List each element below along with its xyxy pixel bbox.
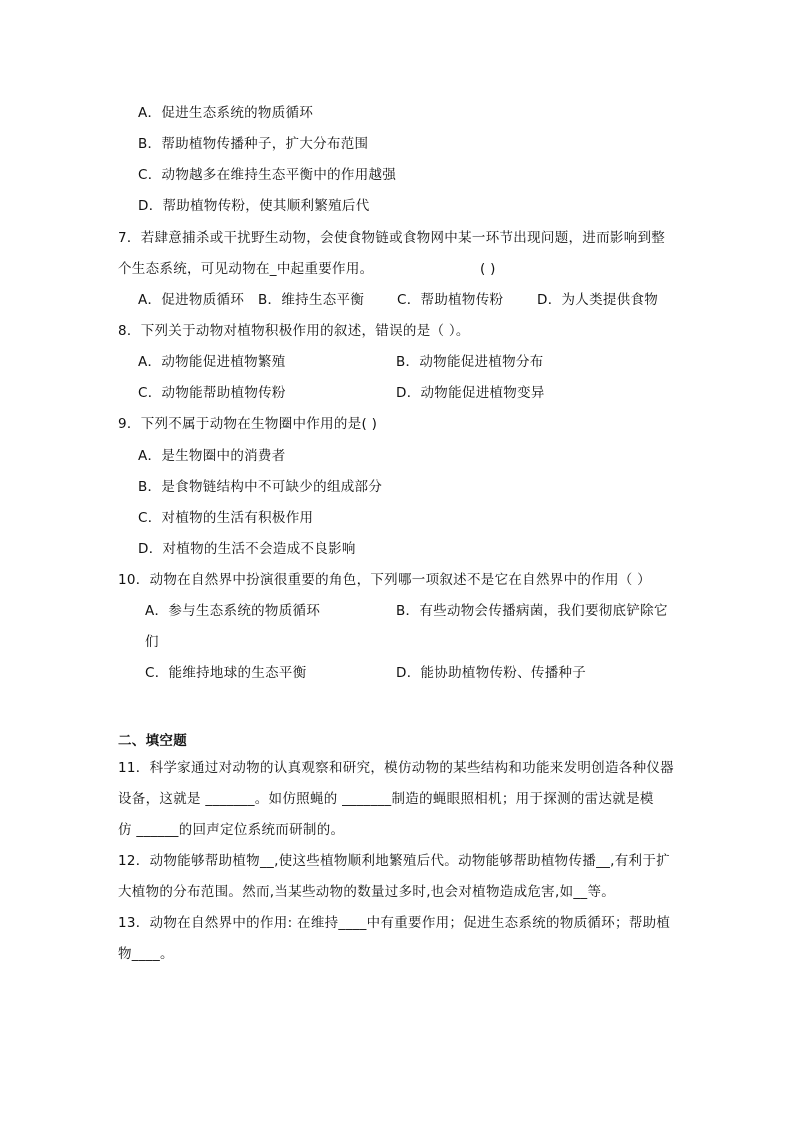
q7-answer-bracket: ( ) bbox=[480, 261, 496, 277]
q9-option-d: D．对植物的生活不会造成不良影响 bbox=[138, 541, 356, 557]
q10-option-a: A．参与生态系统的物质循环 bbox=[145, 603, 321, 619]
q10-option-b-continued: 们 bbox=[145, 634, 159, 650]
section-heading-fill-in: 二、填空题 bbox=[118, 733, 187, 749]
q11-line2: 设备，这就是 _______。如仿照蝇的 _______制造的蝇眼照相机；用于探测的雷达就是模 bbox=[118, 791, 654, 807]
q9-option-c: C．对植物的生活有积极作用 bbox=[138, 510, 314, 526]
q7-option-a: A．促进物质循环 bbox=[138, 292, 245, 308]
q12-line1: 12．动物能够帮助植物__,使这些植物顺利地繁殖后代。动物能够帮助植物传播__,有利于扩 bbox=[118, 853, 670, 869]
q13-line2: 物____。 bbox=[118, 946, 174, 962]
q6-option-a: A．促进生态系统的物质循环 bbox=[138, 105, 314, 121]
q7-option-b: B．维持生态平衡 bbox=[258, 292, 365, 308]
q8-option-b: B．动物能促进植物分布 bbox=[396, 354, 544, 370]
q11-line3: 仿 ______的回声定位系统而研制的。 bbox=[118, 822, 345, 838]
q8-option-a: A．动物能促进植物繁殖 bbox=[138, 354, 286, 370]
q10-stem: 10．动物在自然界中扮演很重要的角色，下列哪一项叙述不是它在自然界中的作用（ ） bbox=[118, 572, 651, 588]
q8-option-c: C．动物能帮助植物传粉 bbox=[138, 385, 286, 401]
q7-option-d: D．为人类提供食物 bbox=[537, 292, 659, 308]
q6-option-d: D．帮助植物传粉，使其顺利繁殖后代 bbox=[138, 198, 370, 214]
q6-option-c: C．动物越多在维持生态平衡中的作用越强 bbox=[138, 167, 397, 183]
q10-option-b: B．有些动物会传播病菌，我们要彻底铲除它 bbox=[396, 603, 668, 619]
q7-stem-line2: 个生态系统，可见动物在_中起重要作用。 bbox=[118, 261, 374, 277]
q9-stem: 9．下列不属于动物在生物圈中作用的是( ) bbox=[118, 416, 378, 432]
q10-option-c: C．能维持地球的生态平衡 bbox=[145, 665, 307, 681]
q7-stem-line1: 7．若肆意捕杀或干扰野生动物，会使食物链或食物网中某一环节出现问题，进而影响到整 bbox=[118, 230, 666, 246]
q9-option-b: B．是食物链结构中不可缺少的组成部分 bbox=[138, 479, 383, 495]
q10-option-d: D．能协助植物传粉、传播种子 bbox=[396, 665, 587, 681]
q7-option-c: C．帮助植物传粉 bbox=[397, 292, 504, 308]
q13-line1: 13．动物在自然界中的作用: 在维持____中有重要作用；促进生态系统的物质循环；帮助植 bbox=[118, 915, 671, 931]
q9-option-a: A．是生物圈中的消费者 bbox=[138, 448, 286, 464]
q6-option-b: B．帮助植物传播种子，扩大分布范围 bbox=[138, 136, 369, 152]
q11-line1: 11．科学家通过对动物的认真观察和研究，模仿动物的某些结构和功能来发明创造各种仪器 bbox=[118, 760, 674, 776]
q12-line2: 大植物的分布范围。然而,当某些动物的数量过多时,也会对植物造成危害,如__等。 bbox=[118, 884, 616, 900]
q8-option-d: D．动物能促进植物变异 bbox=[396, 385, 545, 401]
q8-stem: 8．下列关于动物对植物积极作用的叙述，错误的是（ ）。 bbox=[118, 323, 470, 339]
